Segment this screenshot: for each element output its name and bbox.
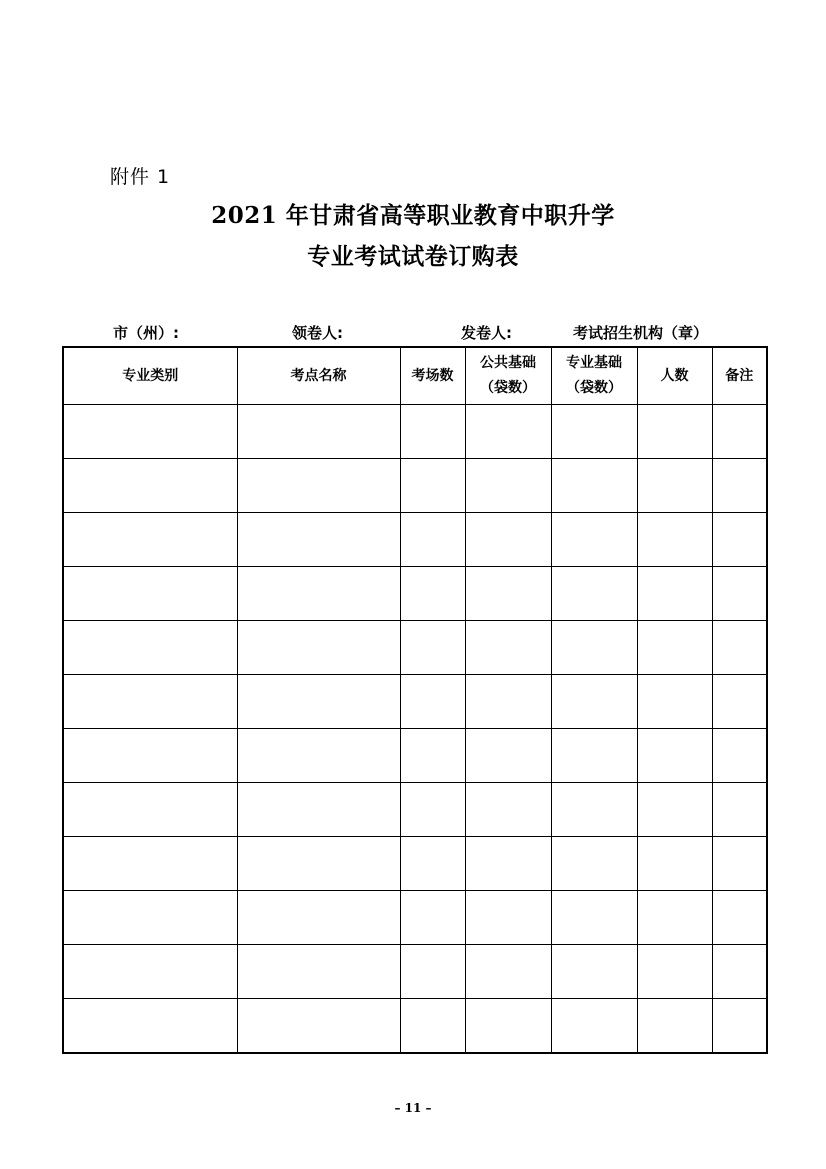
table-cell[interactable] — [465, 945, 551, 999]
table-cell[interactable] — [637, 513, 712, 567]
table-cell[interactable] — [237, 567, 400, 621]
table-row — [63, 891, 767, 945]
table-cell[interactable] — [551, 621, 637, 675]
table-cell[interactable] — [63, 459, 237, 513]
table-cell[interactable] — [237, 459, 400, 513]
header-exam-room-count — [400, 347, 465, 405]
table-cell[interactable] — [712, 567, 767, 621]
table-row — [63, 783, 767, 837]
table-cell[interactable] — [551, 999, 637, 1054]
header-major-category — [63, 347, 237, 405]
table-row — [63, 837, 767, 891]
table-cell[interactable] — [637, 459, 712, 513]
table-cell[interactable] — [637, 405, 712, 459]
table-row — [63, 459, 767, 513]
table-cell[interactable] — [551, 675, 637, 729]
table-cell[interactable] — [465, 459, 551, 513]
table-cell[interactable] — [465, 837, 551, 891]
table-cell[interactable] — [465, 513, 551, 567]
table-cell[interactable] — [551, 783, 637, 837]
header-head-count — [637, 347, 712, 405]
table-row — [63, 405, 767, 459]
table-cell[interactable] — [637, 891, 712, 945]
table-cell[interactable] — [400, 783, 465, 837]
table-cell[interactable] — [63, 405, 237, 459]
header-sublabel: （袋数） — [566, 380, 622, 396]
order-table — [62, 346, 768, 1054]
header-label: 公共基础 — [480, 355, 536, 371]
table-cell[interactable] — [465, 891, 551, 945]
table-cell[interactable] — [237, 891, 400, 945]
table-cell[interactable] — [63, 891, 237, 945]
table-cell[interactable] — [465, 729, 551, 783]
table-cell[interactable] — [63, 945, 237, 999]
table-cell[interactable] — [551, 459, 637, 513]
table-cell[interactable] — [63, 621, 237, 675]
receiver-label: 领卷人: — [292, 324, 343, 342]
table-cell[interactable] — [637, 675, 712, 729]
table-cell[interactable] — [551, 513, 637, 567]
table-cell[interactable] — [400, 675, 465, 729]
table-cell[interactable] — [63, 675, 237, 729]
table-cell[interactable] — [637, 567, 712, 621]
table-cell[interactable] — [465, 783, 551, 837]
header-sublabel: （袋数） — [480, 380, 536, 396]
document-title: 2021 年甘肃省高等职业教育中职升学 — [211, 202, 615, 229]
table-cell[interactable] — [237, 837, 400, 891]
city-label: 市（州）: — [113, 324, 179, 342]
table-cell[interactable] — [637, 729, 712, 783]
table-row — [63, 621, 767, 675]
page-number: – 11 – — [394, 1101, 432, 1115]
table-cell[interactable] — [400, 513, 465, 567]
table-cell[interactable] — [465, 999, 551, 1054]
table-cell[interactable] — [400, 729, 465, 783]
table-cell[interactable] — [63, 783, 237, 837]
table-cell[interactable] — [237, 999, 400, 1054]
table-cell[interactable] — [637, 837, 712, 891]
table-cell[interactable] — [712, 513, 767, 567]
table-row — [63, 675, 767, 729]
table-cell[interactable] — [712, 891, 767, 945]
header-remarks — [712, 347, 767, 405]
table-cell[interactable] — [637, 945, 712, 999]
table-cell[interactable] — [551, 729, 637, 783]
table-cell[interactable] — [237, 675, 400, 729]
org-stamp-label: 考试招生机构（章） — [573, 324, 709, 342]
table-cell[interactable] — [551, 405, 637, 459]
table-cell[interactable] — [400, 999, 465, 1054]
table-cell[interactable] — [637, 783, 712, 837]
table-row — [63, 729, 767, 783]
table-cell[interactable] — [465, 675, 551, 729]
table-cell[interactable] — [237, 513, 400, 567]
header-public-basics — [465, 347, 551, 405]
table-cell[interactable] — [712, 459, 767, 513]
table-cell[interactable] — [551, 945, 637, 999]
table-cell[interactable] — [637, 621, 712, 675]
table-cell[interactable] — [712, 945, 767, 999]
table-cell[interactable] — [237, 945, 400, 999]
table-cell[interactable] — [63, 513, 237, 567]
header-label: 人数 — [660, 367, 689, 384]
header-label: 考场数 — [411, 367, 454, 384]
table-row — [63, 513, 767, 567]
attachment-label: 附件 1 — [110, 166, 171, 188]
table-cell[interactable] — [63, 567, 237, 621]
header-major-basics — [551, 347, 637, 405]
table-cell[interactable] — [712, 621, 767, 675]
table-cell[interactable] — [712, 405, 767, 459]
table-cell[interactable] — [465, 621, 551, 675]
table-cell[interactable] — [712, 675, 767, 729]
table-row — [63, 945, 767, 999]
table-cell[interactable] — [400, 405, 465, 459]
sender-label: 发卷人: — [461, 324, 512, 342]
table-cell[interactable] — [63, 729, 237, 783]
table-cell[interactable] — [712, 999, 767, 1054]
table-cell[interactable] — [551, 567, 637, 621]
table-row — [63, 999, 767, 1054]
table-cell[interactable] — [63, 837, 237, 891]
table-cell[interactable] — [400, 459, 465, 513]
header-label: 专业类别 — [122, 367, 179, 384]
table-row — [63, 567, 767, 621]
table-cell[interactable] — [465, 405, 551, 459]
table-cell[interactable] — [712, 729, 767, 783]
table-cell[interactable] — [712, 837, 767, 891]
header-label: 备注 — [725, 367, 754, 384]
table-cell[interactable] — [400, 945, 465, 999]
table-cell[interactable] — [551, 891, 637, 945]
table-body — [63, 405, 767, 1054]
table-cell[interactable] — [712, 783, 767, 837]
table-cell[interactable] — [400, 621, 465, 675]
table-cell[interactable] — [63, 999, 237, 1054]
table-cell[interactable] — [237, 783, 400, 837]
table-cell[interactable] — [400, 891, 465, 945]
table-cell[interactable] — [637, 999, 712, 1054]
table-cell[interactable] — [400, 837, 465, 891]
header-exam-site — [237, 347, 400, 405]
table-cell[interactable] — [400, 567, 465, 621]
table-cell[interactable] — [551, 837, 637, 891]
header-label: 考点名称 — [290, 367, 347, 384]
table-header-row — [63, 347, 767, 405]
table-cell[interactable] — [237, 729, 400, 783]
table-cell[interactable] — [237, 405, 400, 459]
table-cell[interactable] — [237, 621, 400, 675]
table-cell[interactable] — [465, 567, 551, 621]
document-subtitle: 专业考试试卷订购表 — [307, 243, 519, 270]
header-label: 专业基础 — [566, 355, 622, 371]
